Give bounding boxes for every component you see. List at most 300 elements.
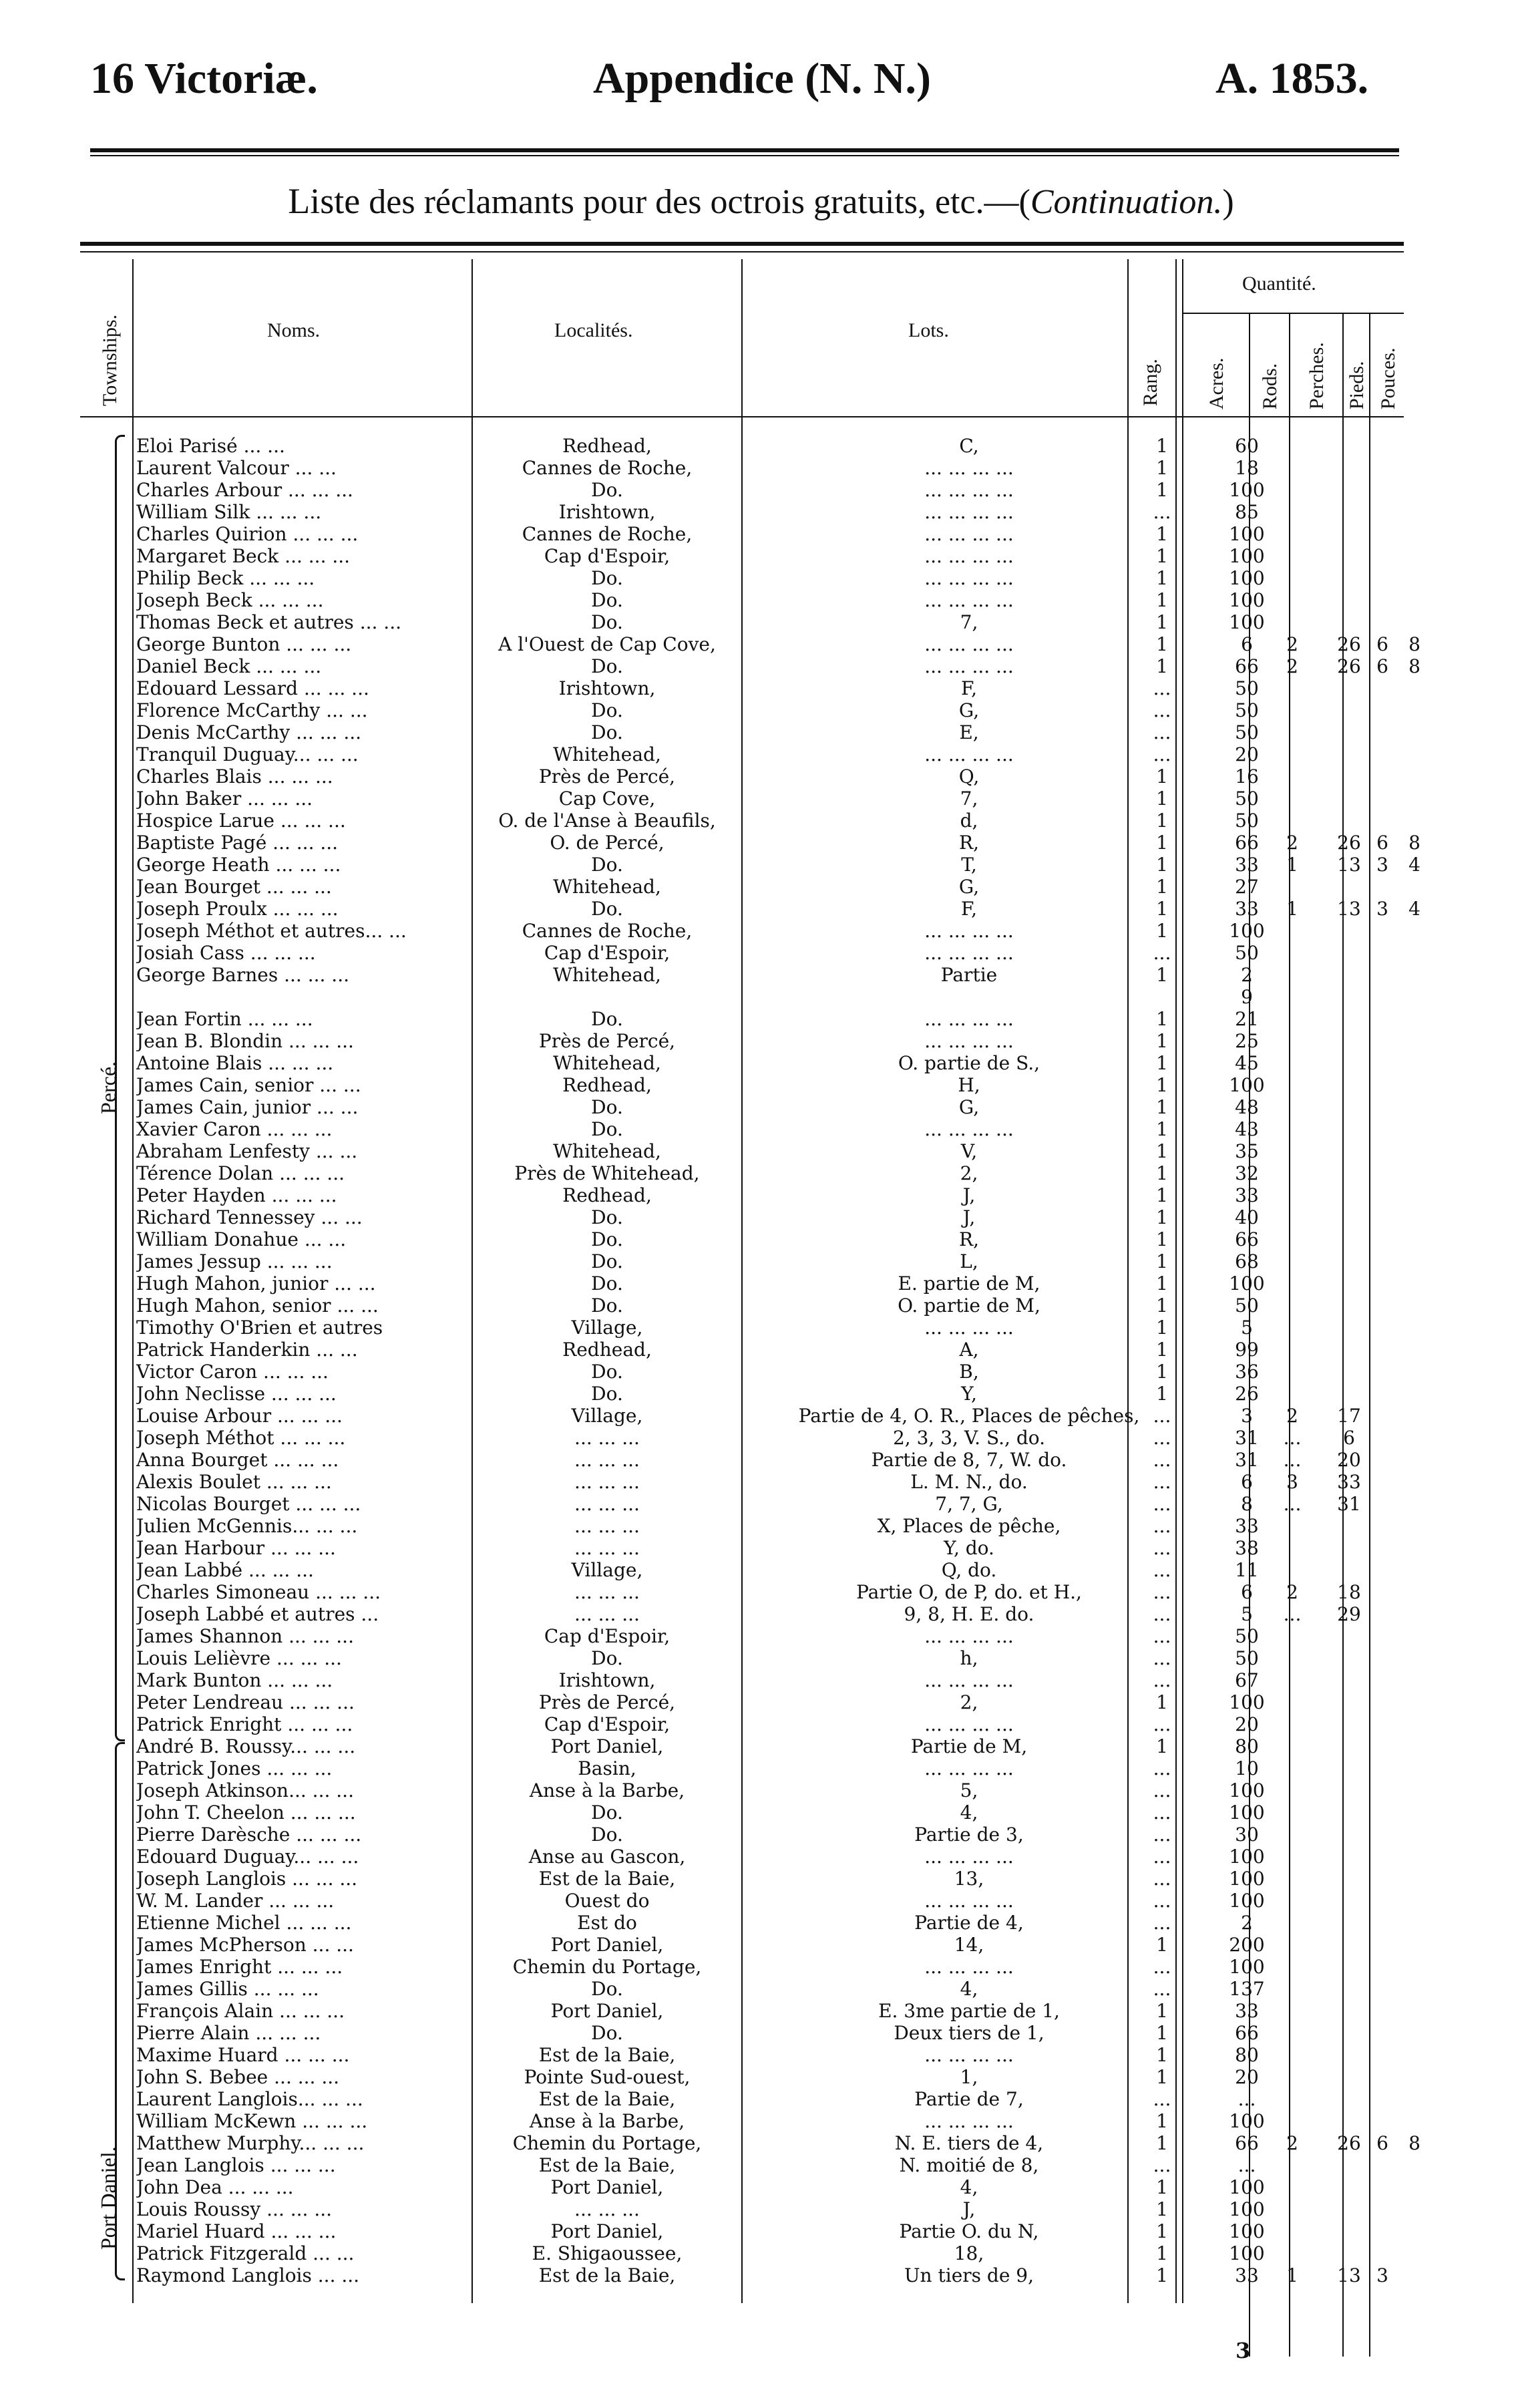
- cell-rang: 1: [1156, 1140, 1168, 1162]
- cell-rang: ...: [1153, 1978, 1171, 2000]
- cell-nom: Jean Fortin ... ... ...: [136, 1008, 313, 1030]
- cell-localite: Est de la Baie,: [538, 2044, 676, 2066]
- cell-nom: Anna Bourget ... ... ...: [136, 1449, 339, 1471]
- table-row: [80, 1317, 1404, 1339]
- cell-nom: Josiah Cass ... ... ...: [136, 942, 316, 964]
- cell-acres: 99: [1235, 1339, 1259, 1361]
- cell-acres: 100: [1229, 2198, 1265, 2220]
- table-row: [80, 1779, 1404, 1801]
- cell-lot: C,: [959, 435, 979, 457]
- cell-acres: 100: [1229, 2242, 1265, 2264]
- cell-lot: Partie O. du N,: [899, 2220, 1039, 2242]
- cell-lot: 2,: [960, 1162, 978, 1184]
- cell-acres: 100: [1229, 1779, 1265, 1801]
- cell-localite: ... ... ...: [574, 1449, 640, 1471]
- cell-acres: 50: [1235, 942, 1259, 964]
- cell-localite: Village,: [571, 1405, 643, 1427]
- cell-rang: ...: [1153, 1471, 1171, 1493]
- cell-lot: Partie de 7,: [914, 2088, 1024, 2110]
- cell-rang: 1: [1156, 2264, 1168, 2286]
- cell-localite: Do.: [591, 1295, 623, 1317]
- col-header-quantite: Quantité.: [1242, 273, 1316, 295]
- cell-acres: 6: [1241, 1581, 1253, 1603]
- cell-acres: 26: [1235, 1383, 1259, 1405]
- cell-acres: 5: [1241, 1317, 1253, 1339]
- cell-lot: 14,: [954, 1934, 984, 1956]
- township-port-daniel: Port Daniel.: [96, 2146, 120, 2250]
- cell-nom: Denis McCarthy ... ... ...: [136, 721, 362, 743]
- cell-rang: ...: [1153, 1581, 1171, 1603]
- cell-localite: O. de Percé,: [550, 832, 664, 854]
- cell-rang: ...: [1153, 501, 1171, 523]
- cell-lot: ... ... ... ...: [924, 567, 1014, 589]
- cell-localite: Do.: [591, 1118, 623, 1140]
- cell-acres: 36: [1235, 1361, 1259, 1383]
- cell-nom: James Cain, junior ... ...: [136, 1096, 359, 1118]
- cell-perches: 26: [1337, 655, 1361, 677]
- cell-rang: ...: [1153, 1890, 1171, 1912]
- cell-lot: V,: [960, 1140, 978, 1162]
- cell-nom: Tranquil Duguay... ... ...: [136, 743, 359, 765]
- cell-nom: W. M. Lander ... ... ...: [136, 1890, 335, 1912]
- cell-lot: d,: [960, 810, 978, 832]
- table-row: [80, 876, 1404, 898]
- cell-localite: Do.: [591, 1228, 623, 1250]
- cell-lot: ... ... ... ...: [924, 655, 1014, 677]
- cell-localite: Irishtown,: [558, 1669, 656, 1691]
- table-row: [80, 2176, 1404, 2198]
- cell-localite: Près de Whitehead,: [514, 1162, 700, 1184]
- cell-rods: 2: [1286, 1405, 1298, 1427]
- cell-nom: Jean Labbé ... ... ...: [136, 1559, 314, 1581]
- cell-nom: Hugh Mahon, junior ... ...: [136, 1272, 376, 1295]
- cell-rang: 1: [1156, 1206, 1168, 1228]
- cell-perches: 26: [1337, 2132, 1361, 2154]
- cell-lot: L,: [960, 1250, 978, 1272]
- cell-nom: Térence Dolan ... ... ...: [136, 1162, 345, 1184]
- cell-localite: ... ... ...: [574, 1537, 640, 1559]
- col-header-pieds: Pieds.: [1346, 361, 1368, 409]
- cell-acres: 33: [1235, 898, 1259, 920]
- cell-lot: E. partie de M,: [898, 1272, 1040, 1295]
- cell-nom: Louis Roussy ... ... ...: [136, 2198, 333, 2220]
- title-close: ): [1222, 183, 1234, 221]
- cell-localite: Est de la Baie,: [538, 2264, 676, 2286]
- cell-localite: Pointe Sud-ouest,: [524, 2066, 691, 2088]
- cell-rang: ...: [1153, 1868, 1171, 1890]
- cell-acres: 33: [1235, 1184, 1259, 1206]
- cell-acres: 60: [1235, 435, 1259, 457]
- cell-lot: ... ... ... ...: [924, 1669, 1014, 1691]
- cell-acres: 100: [1229, 589, 1265, 611]
- cell-localite: Whitehead,: [553, 1052, 661, 1074]
- cell-rang: ...: [1153, 1956, 1171, 1978]
- cell-nom: Timothy O'Brien et autres: [136, 1317, 383, 1339]
- table-row: [80, 1603, 1404, 1625]
- cell-acres: 25: [1235, 1030, 1259, 1052]
- cell-pouces: 8: [1408, 2132, 1420, 2154]
- cell-lot: O. partie de M,: [898, 1295, 1040, 1317]
- cell-nom: Joseph Méthot ... ... ...: [136, 1427, 346, 1449]
- cell-nom: Joseph Langlois ... ... ...: [136, 1868, 358, 1890]
- table-row: [80, 1295, 1404, 1317]
- table-row: [80, 2132, 1420, 2154]
- cell-acres: 100: [1229, 611, 1265, 633]
- table-row: [80, 854, 1420, 876]
- cell-localite: Do.: [591, 1978, 623, 2000]
- cell-rang: 1: [1156, 832, 1168, 854]
- cell-rods: 2: [1286, 1581, 1298, 1603]
- table-row: [80, 1074, 1404, 1096]
- cell-acres: 100: [1229, 1846, 1265, 1868]
- cell-lot: Y,: [961, 1383, 977, 1405]
- cell-nom: Jean Bourget ... ... ...: [136, 876, 332, 898]
- cell-rang: 1: [1156, 1691, 1168, 1713]
- cell-rang: ...: [1153, 1427, 1171, 1449]
- table-row: [80, 2198, 1404, 2220]
- cell-acres: 48: [1235, 1096, 1259, 1118]
- cell-nom: Mark Bunton ... ... ...: [136, 1669, 333, 1691]
- cell-lot: 13,: [954, 1868, 984, 1890]
- cell-acres: 50: [1235, 788, 1259, 810]
- cell-acres: 50: [1235, 677, 1259, 699]
- cell-pieds: 6: [1376, 655, 1388, 677]
- col-header-pouces: Pouces.: [1377, 347, 1399, 409]
- table-row: [80, 1735, 1404, 1757]
- cell-localite: ... ... ...: [574, 1515, 640, 1537]
- cell-rang: ...: [1153, 2154, 1171, 2176]
- cell-acres: 50: [1235, 1647, 1259, 1669]
- cell-lot: Partie: [940, 964, 998, 986]
- cell-acres: 66: [1235, 832, 1259, 854]
- cell-localite: Do.: [591, 1361, 623, 1383]
- cell-acres: 100: [1229, 1868, 1265, 1890]
- table-row: [80, 1096, 1404, 1118]
- cell-nom: James Shannon ... ... ...: [136, 1625, 354, 1647]
- cell-acres: 137: [1229, 1978, 1265, 2000]
- cell-localite: A l'Ouest de Cap Cove,: [498, 633, 716, 655]
- cell-rods: 2: [1286, 655, 1298, 677]
- table-row: [80, 1118, 1404, 1140]
- cell-nom: Peter Lendreau ... ... ...: [136, 1691, 355, 1713]
- table-row: [80, 920, 1404, 942]
- cell-rang: 1: [1156, 1295, 1168, 1317]
- cell-acres: 50: [1235, 810, 1259, 832]
- cell-acres: 20: [1235, 743, 1259, 765]
- cell-localite: Whitehead,: [553, 743, 661, 765]
- cell-localite: Chemin du Portage,: [512, 2132, 702, 2154]
- cell-lot: E. 3me partie de 1,: [878, 2000, 1060, 2022]
- cell-nom: John Dea ... ... ...: [136, 2176, 294, 2198]
- cell-rods: ...: [1283, 1449, 1302, 1471]
- cell-rang: 1: [1156, 479, 1168, 501]
- cell-nom: Hugh Mahon, senior ... ...: [136, 1295, 379, 1317]
- cell-acres: 100: [1229, 479, 1265, 501]
- cell-lot: A,: [959, 1339, 979, 1361]
- cell-localite: Do.: [591, 1383, 623, 1405]
- cell-rang: 1: [1156, 655, 1168, 677]
- cell-lot: Partie de 4,: [914, 1912, 1024, 1934]
- cell-lot: E,: [959, 721, 979, 743]
- table-row: [80, 1890, 1404, 1912]
- cell-localite: Cannes de Roche,: [522, 920, 693, 942]
- table-row: [80, 2264, 1404, 2286]
- cell-lot: 4,: [960, 1801, 978, 1824]
- cell-lot: ... ... ... ...: [924, 633, 1014, 655]
- cell-perches: 29: [1337, 1603, 1361, 1625]
- cell-acres: 66: [1235, 2132, 1259, 2154]
- cell-pieds: 3: [1376, 2264, 1388, 2286]
- cell-acres: 200: [1229, 1934, 1265, 1956]
- cell-rang: ...: [1153, 1801, 1171, 1824]
- table-row: [80, 1691, 1404, 1713]
- table-row: [80, 788, 1404, 810]
- table-row: [80, 1250, 1404, 1272]
- cell-nom: Mariel Huard ... ... ...: [136, 2220, 337, 2242]
- cell-nom: Joseph Atkinson... ... ...: [136, 1779, 354, 1801]
- cell-lot: O. partie de S.,: [898, 1052, 1040, 1074]
- cell-lot: J,: [962, 2198, 976, 2220]
- cell-nom: Charles Simoneau ... ... ...: [136, 1581, 381, 1603]
- cell-rang: 1: [1156, 1162, 1168, 1184]
- cell-localite: Do.: [591, 655, 623, 677]
- table-row: [80, 1272, 1404, 1295]
- cell-localite: ... ... ...: [574, 1427, 640, 1449]
- cell-nom: Edouard Duguay... ... ...: [136, 1846, 359, 1868]
- cell-rang: 1: [1156, 2242, 1168, 2264]
- page-title: [0, 180, 1522, 222]
- cell-localite: ... ... ...: [574, 1493, 640, 1515]
- cell-pouces: 8: [1408, 633, 1420, 655]
- cell-localite: Port Daniel,: [550, 2176, 664, 2198]
- cell-lot: ... ... ... ...: [924, 1008, 1014, 1030]
- table-row: [80, 2154, 1404, 2176]
- cell-rods: 1: [1286, 2264, 1298, 2286]
- cell-perches: 20: [1337, 1449, 1361, 1471]
- table-row: [80, 1537, 1404, 1559]
- cell-perches: 26: [1337, 832, 1361, 854]
- cell-rods: 1: [1286, 854, 1298, 876]
- cell-acres: 2: [1241, 964, 1253, 986]
- cell-rang: ...: [1153, 1824, 1171, 1846]
- cell-perches: 13: [1337, 2264, 1361, 2286]
- cell-localite: Chemin du Portage,: [512, 1956, 702, 1978]
- cell-lot: h,: [960, 1647, 978, 1669]
- cell-acres: 100: [1229, 545, 1265, 567]
- cell-acres: 11: [1235, 1559, 1259, 1581]
- cell-rang: ...: [1153, 1846, 1171, 1868]
- cell-lot: 18,: [954, 2242, 984, 2264]
- table-row: [80, 1140, 1404, 1162]
- cell-nom: Louise Arbour ... ... ...: [136, 1405, 343, 1427]
- cell-acres: 85: [1235, 501, 1259, 523]
- table-row: [80, 1471, 1404, 1493]
- cell-nom: Laurent Langlois... ... ...: [136, 2088, 363, 2110]
- cell-acres: 5: [1241, 1603, 1253, 1625]
- header-right: A. 1853.: [1215, 54, 1369, 103]
- cell-lot: F,: [961, 898, 977, 920]
- col-header-rods: Rods.: [1259, 363, 1281, 409]
- cell-nom: Abraham Lenfesty ... ...: [136, 1140, 358, 1162]
- cell-lot: ... ... ... ...: [924, 1625, 1014, 1647]
- cell-rang: 1: [1156, 2176, 1168, 2198]
- cell-acres: 35: [1235, 1140, 1259, 1162]
- cell-rang: 1: [1156, 876, 1168, 898]
- cell-nom: Matthew Murphy... ... ...: [136, 2132, 365, 2154]
- cell-localite: Cap Cove,: [558, 788, 656, 810]
- cell-nom: Eloi Parisé ... ...: [136, 435, 285, 457]
- table-row: [80, 1515, 1404, 1537]
- cell-nom: George Heath ... ... ...: [136, 854, 341, 876]
- table-row: [80, 986, 1404, 1008]
- col-header-lots: Lots.: [908, 319, 949, 341]
- cell-rang: 1: [1156, 1030, 1168, 1052]
- table-row: [80, 2110, 1404, 2132]
- cell-rang: 1: [1156, 765, 1168, 788]
- table-row: [80, 2000, 1404, 2022]
- cell-lot: 5,: [960, 1779, 978, 1801]
- cell-rang: ...: [1153, 1713, 1171, 1735]
- cell-localite: Est do: [577, 1912, 637, 1934]
- cell-acres: 27: [1235, 876, 1259, 898]
- cell-rang: 1: [1156, 1096, 1168, 1118]
- cell-rang: ...: [1153, 1405, 1171, 1427]
- cell-lot: Partie O, de P, do. et H.,: [856, 1581, 1082, 1603]
- cell-nom: Patrick Handerkin ... ...: [136, 1339, 358, 1361]
- cell-pieds: 6: [1376, 633, 1388, 655]
- cell-acres: 50: [1235, 1625, 1259, 1647]
- cell-localite: Port Daniel,: [550, 1934, 664, 1956]
- cell-lot: Partie de M,: [910, 1735, 1028, 1757]
- cell-acres: 80: [1235, 1735, 1259, 1757]
- table-row: [80, 1801, 1404, 1824]
- cell-nom: Hospice Larue ... ... ...: [136, 810, 346, 832]
- cell-rang: ...: [1153, 1603, 1171, 1625]
- cell-rods: 1: [1286, 898, 1298, 920]
- cell-localite: Près de Percé,: [538, 1691, 676, 1713]
- cell-localite: Do.: [591, 2022, 623, 2044]
- col-header-townships: Townships.: [99, 314, 121, 406]
- cell-acres: ...: [1238, 2088, 1256, 2110]
- col-header-perches: Perches.: [1306, 342, 1328, 409]
- cell-rang: 1: [1156, 1228, 1168, 1250]
- cell-acres: 8: [1241, 1493, 1253, 1515]
- table-top-rule: [80, 251, 1404, 252]
- table-row: [80, 1713, 1404, 1735]
- table-row: [80, 721, 1404, 743]
- cell-lot: ... ... ... ...: [924, 920, 1014, 942]
- cell-acres: 2: [1241, 1912, 1253, 1934]
- table-row: [80, 1052, 1404, 1074]
- cell-localite: Redhead,: [562, 1074, 652, 1096]
- cell-rang: 1: [1156, 1735, 1168, 1757]
- cell-nom: Pierre Alain ... ... ...: [136, 2022, 321, 2044]
- table-row: [80, 1978, 1404, 2000]
- cell-lot: ... ... ... ...: [924, 1030, 1014, 1052]
- cell-lot: ... ... ... ...: [924, 545, 1014, 567]
- cell-acres: 18: [1235, 457, 1259, 479]
- table-row: [80, 677, 1404, 699]
- cell-lot: G,: [958, 1096, 980, 1118]
- table-row: [80, 2242, 1404, 2264]
- col-header-acres: Acres.: [1205, 357, 1227, 409]
- cell-acres: 33: [1235, 2264, 1259, 2286]
- page-header: [0, 53, 1522, 127]
- cell-rang: 1: [1156, 1934, 1168, 1956]
- cell-pouces: 4: [1408, 898, 1420, 920]
- claimants-table: [80, 242, 1420, 2303]
- cell-lot: R,: [959, 1228, 979, 1250]
- cell-lot: 1,: [960, 2066, 978, 2088]
- table-row: [80, 457, 1404, 479]
- cell-lot: Partie de 8, 7, W. do.: [871, 1449, 1067, 1471]
- cell-perches: 17: [1337, 1405, 1361, 1427]
- header-center: Appendice (N. N.): [593, 54, 931, 103]
- cell-perches: 31: [1337, 1493, 1361, 1515]
- cell-rang: 1: [1156, 1339, 1168, 1361]
- cell-rang: 1: [1156, 898, 1168, 920]
- cell-nom: George Barnes ... ... ...: [136, 964, 350, 986]
- table-row: [80, 435, 1404, 457]
- table-row: [80, 501, 1404, 523]
- cell-acres: 40: [1235, 1206, 1259, 1228]
- cell-nom: Joseph Méthot et autres... ...: [136, 920, 407, 942]
- cell-rang: 1: [1156, 2066, 1168, 2088]
- cell-localite: Est de la Baie,: [538, 2088, 676, 2110]
- cell-rang: 1: [1156, 1118, 1168, 1140]
- cell-rang: 1: [1156, 2022, 1168, 2044]
- cell-rang: 1: [1156, 2110, 1168, 2132]
- table-row: [80, 1493, 1404, 1515]
- cell-acres: 66: [1235, 1228, 1259, 1250]
- cell-nom: Louis Lelièvre ... ... ...: [136, 1647, 342, 1669]
- table-row: [80, 545, 1404, 567]
- cell-acres: 100: [1229, 920, 1265, 942]
- table-row: [80, 810, 1404, 832]
- cell-acres: 45: [1235, 1052, 1259, 1074]
- cell-lot: J,: [962, 1206, 976, 1228]
- cell-acres: 100: [1229, 2220, 1265, 2242]
- cell-localite: Est de la Baie,: [538, 2154, 676, 2176]
- header-rule-thin: [90, 155, 1399, 156]
- cell-acres: 100: [1229, 1272, 1265, 1295]
- table-row: [80, 523, 1404, 545]
- cell-nom: John S. Bebee ... ... ...: [136, 2066, 340, 2088]
- quantite-rule: [1182, 313, 1404, 314]
- cell-rods: 3: [1286, 1471, 1298, 1493]
- cell-rang: 1: [1156, 964, 1168, 986]
- cell-lot: X, Places de pêche,: [877, 1515, 1061, 1537]
- cell-rang: ...: [1153, 1757, 1171, 1779]
- cell-rang: 1: [1156, 810, 1168, 832]
- cell-localite: Do.: [591, 854, 623, 876]
- cell-lot: ... ... ... ...: [924, 1317, 1014, 1339]
- cell-localite: Ouest do: [564, 1890, 650, 1912]
- table-row: [80, 1030, 1404, 1052]
- cell-rang: 1: [1156, 457, 1168, 479]
- cell-localite: Irishtown,: [558, 677, 656, 699]
- header-rule-thick: [90, 148, 1399, 152]
- cell-nom: Xavier Caron ... ... ...: [136, 1118, 333, 1140]
- cell-rang: ...: [1153, 1515, 1171, 1537]
- cell-pieds: 6: [1376, 2132, 1388, 2154]
- cell-rang: 1: [1156, 2000, 1168, 2022]
- cell-lot: F,: [961, 677, 977, 699]
- cell-pouces: 8: [1408, 655, 1420, 677]
- cell-localite: Do.: [591, 1647, 623, 1669]
- cell-localite: Cap d'Espoir,: [544, 1625, 671, 1647]
- cell-acres: 20: [1235, 2066, 1259, 2088]
